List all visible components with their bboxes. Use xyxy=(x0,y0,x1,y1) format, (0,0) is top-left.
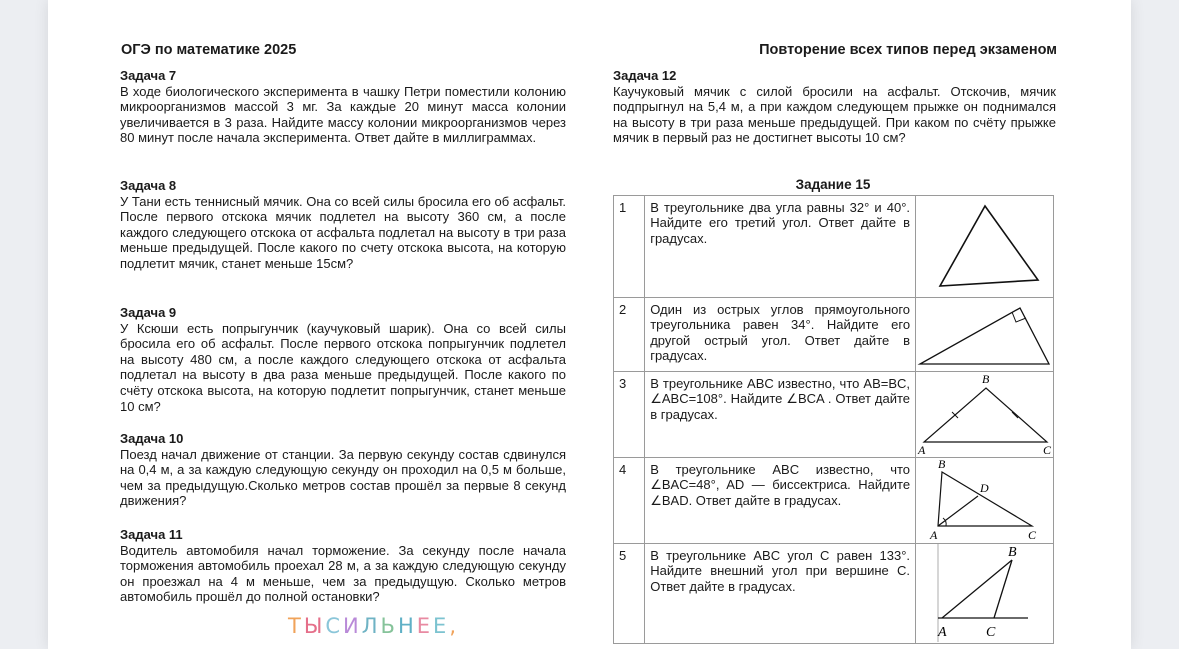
obtuse-triangle-figure xyxy=(916,544,1054,644)
task-title: Задача 10 xyxy=(120,431,184,446)
vertex-label: A xyxy=(918,443,926,456)
task-12 xyxy=(613,68,1056,146)
vertex-label: A xyxy=(930,528,938,542)
row-number: 2 xyxy=(614,298,645,372)
worksheet-page xyxy=(48,0,1131,649)
task-title: Задача 12 xyxy=(613,68,677,83)
geometry-table xyxy=(613,195,1054,644)
vertex-label: B xyxy=(982,372,990,386)
task-title: Задача 7 xyxy=(120,68,177,83)
row-number: 3 xyxy=(614,372,645,458)
row-text: В треугольнике ABC угол C равен 133°. Найдите внешний угол при вершине C. Ответ дайте в градусах. xyxy=(645,544,916,644)
row-number: 5 xyxy=(614,544,645,644)
header-subtitle: Повторение всех типов перед экзаменом xyxy=(759,42,1057,58)
task-text: У Ксюши есть попрыгунчик (каучуковый шарик). Она со всей силы бросила его об асфальт. После первого отскока попрыгунчик подлетел на высоту 480 см, а после каждого следующего отскока от асфальта подлетал на высоту в два раза меньше предыдущей. После какого по счёту отскока высота, на которую подлетит попрыгунчик, станет меньше 10 см? xyxy=(120,320,566,414)
triangle-figure xyxy=(916,196,1054,298)
table-title: Задание 15 xyxy=(795,177,871,192)
row-text: В треугольнике ABC известно, что AB=BC, ∠ABC=108°. Найдите ∠BCA . Ответ дайте в градусах. xyxy=(645,372,916,458)
row-number: 1 xyxy=(614,196,645,298)
vertex-label: B xyxy=(1008,545,1017,560)
table-row xyxy=(614,544,1054,644)
row-number: 4 xyxy=(614,458,645,544)
table-row xyxy=(614,298,1054,372)
task-title: Задача 11 xyxy=(120,527,183,542)
row-text: Один из острых углов прямоугольного треугольника равен 34°. Найдите его другой острый угол. Ответ дайте в градусах. xyxy=(645,298,916,372)
task-11 xyxy=(120,527,566,605)
task-7 xyxy=(120,68,566,146)
row-text: В треугольнике два угла равны 32° и 40°. Найдите его третий угол. Ответ дайте в градусах. xyxy=(645,196,916,298)
stamp-text: ТЫСИЛЬНЕЕ, xyxy=(288,614,460,638)
task-text: В ходе биологического эксперимента в чашку Петри поместили колонию микроорганизмов массой 3 мг. За каждые 20 минут масса колонии увеличивается в 3 раза. Найдите массу колонии микроорганизмов через 80 минут после начала эксперимента. Ответ дайте в миллиграммах. xyxy=(120,83,566,146)
task-title: Задача 9 xyxy=(120,305,177,320)
isosceles-triangle-figure xyxy=(916,372,1054,458)
task-title: Задача 8 xyxy=(120,178,177,193)
header-title: ОГЭ по математике 2025 xyxy=(121,42,297,58)
table-row xyxy=(614,372,1054,458)
task-text: Каучуковый мячик с силой бросили на асфальт. Отскочив, мячик подпрыгнул на 5,4 м, а при каждом следующем прыжке он поднимался на высоту в три раза меньше предыдущей. При каком по счёту прыжке мячик в первый раз не достигнет высоты 10 см? xyxy=(613,83,1056,146)
task-text: Поезд начал движение от станции. За первую секунду состав сдвинулся на 0,4 м, а за каждую следующую секунду он проходил на 0,5 м больше, чем за предыдущую.Сколько метров состав прошёл за первые 8 секунд движения? xyxy=(120,446,566,509)
vertex-label: C xyxy=(986,625,996,640)
task-9 xyxy=(120,305,566,414)
row-text: В треугольнике ABC известно, что ∠BAC=48°, AD — биссектриса. Найдите ∠BAD. Ответ дайте в градусах. xyxy=(645,458,916,544)
vertex-label: C xyxy=(1043,443,1052,456)
vertex-label: A xyxy=(938,625,947,640)
task-text: У Тани есть теннисный мячик. Она со всей силы бросила его об асфальт. После первого отскока мячик подлетел на высоту 360 см, а после каждого следующего отскока от асфальта подлетал на высоту в три раза меньше предыдущей. После какого по счету отскока высота, на которую подлетит мячик, станет меньше 15см? xyxy=(120,193,566,271)
table-row xyxy=(614,196,1054,298)
vertex-label: B xyxy=(938,458,946,471)
bisector-triangle-figure xyxy=(916,458,1054,544)
vertex-label: C xyxy=(1028,528,1037,542)
vertex-label: D xyxy=(980,481,989,495)
table-row xyxy=(614,458,1054,544)
task-10 xyxy=(120,431,566,509)
task-8 xyxy=(120,178,566,272)
task-text: Водитель автомобиля начал торможение. За секунду после начала торможения автомобиль проехал 28 м, а за каждую следующую секунду он проезжал на 4 м меньше, чем за предыдущую. Сколько метров автомобиль прошёл до полной остановки? xyxy=(120,542,566,605)
right-triangle-figure xyxy=(916,298,1054,372)
handwritten-stamp xyxy=(288,614,459,638)
